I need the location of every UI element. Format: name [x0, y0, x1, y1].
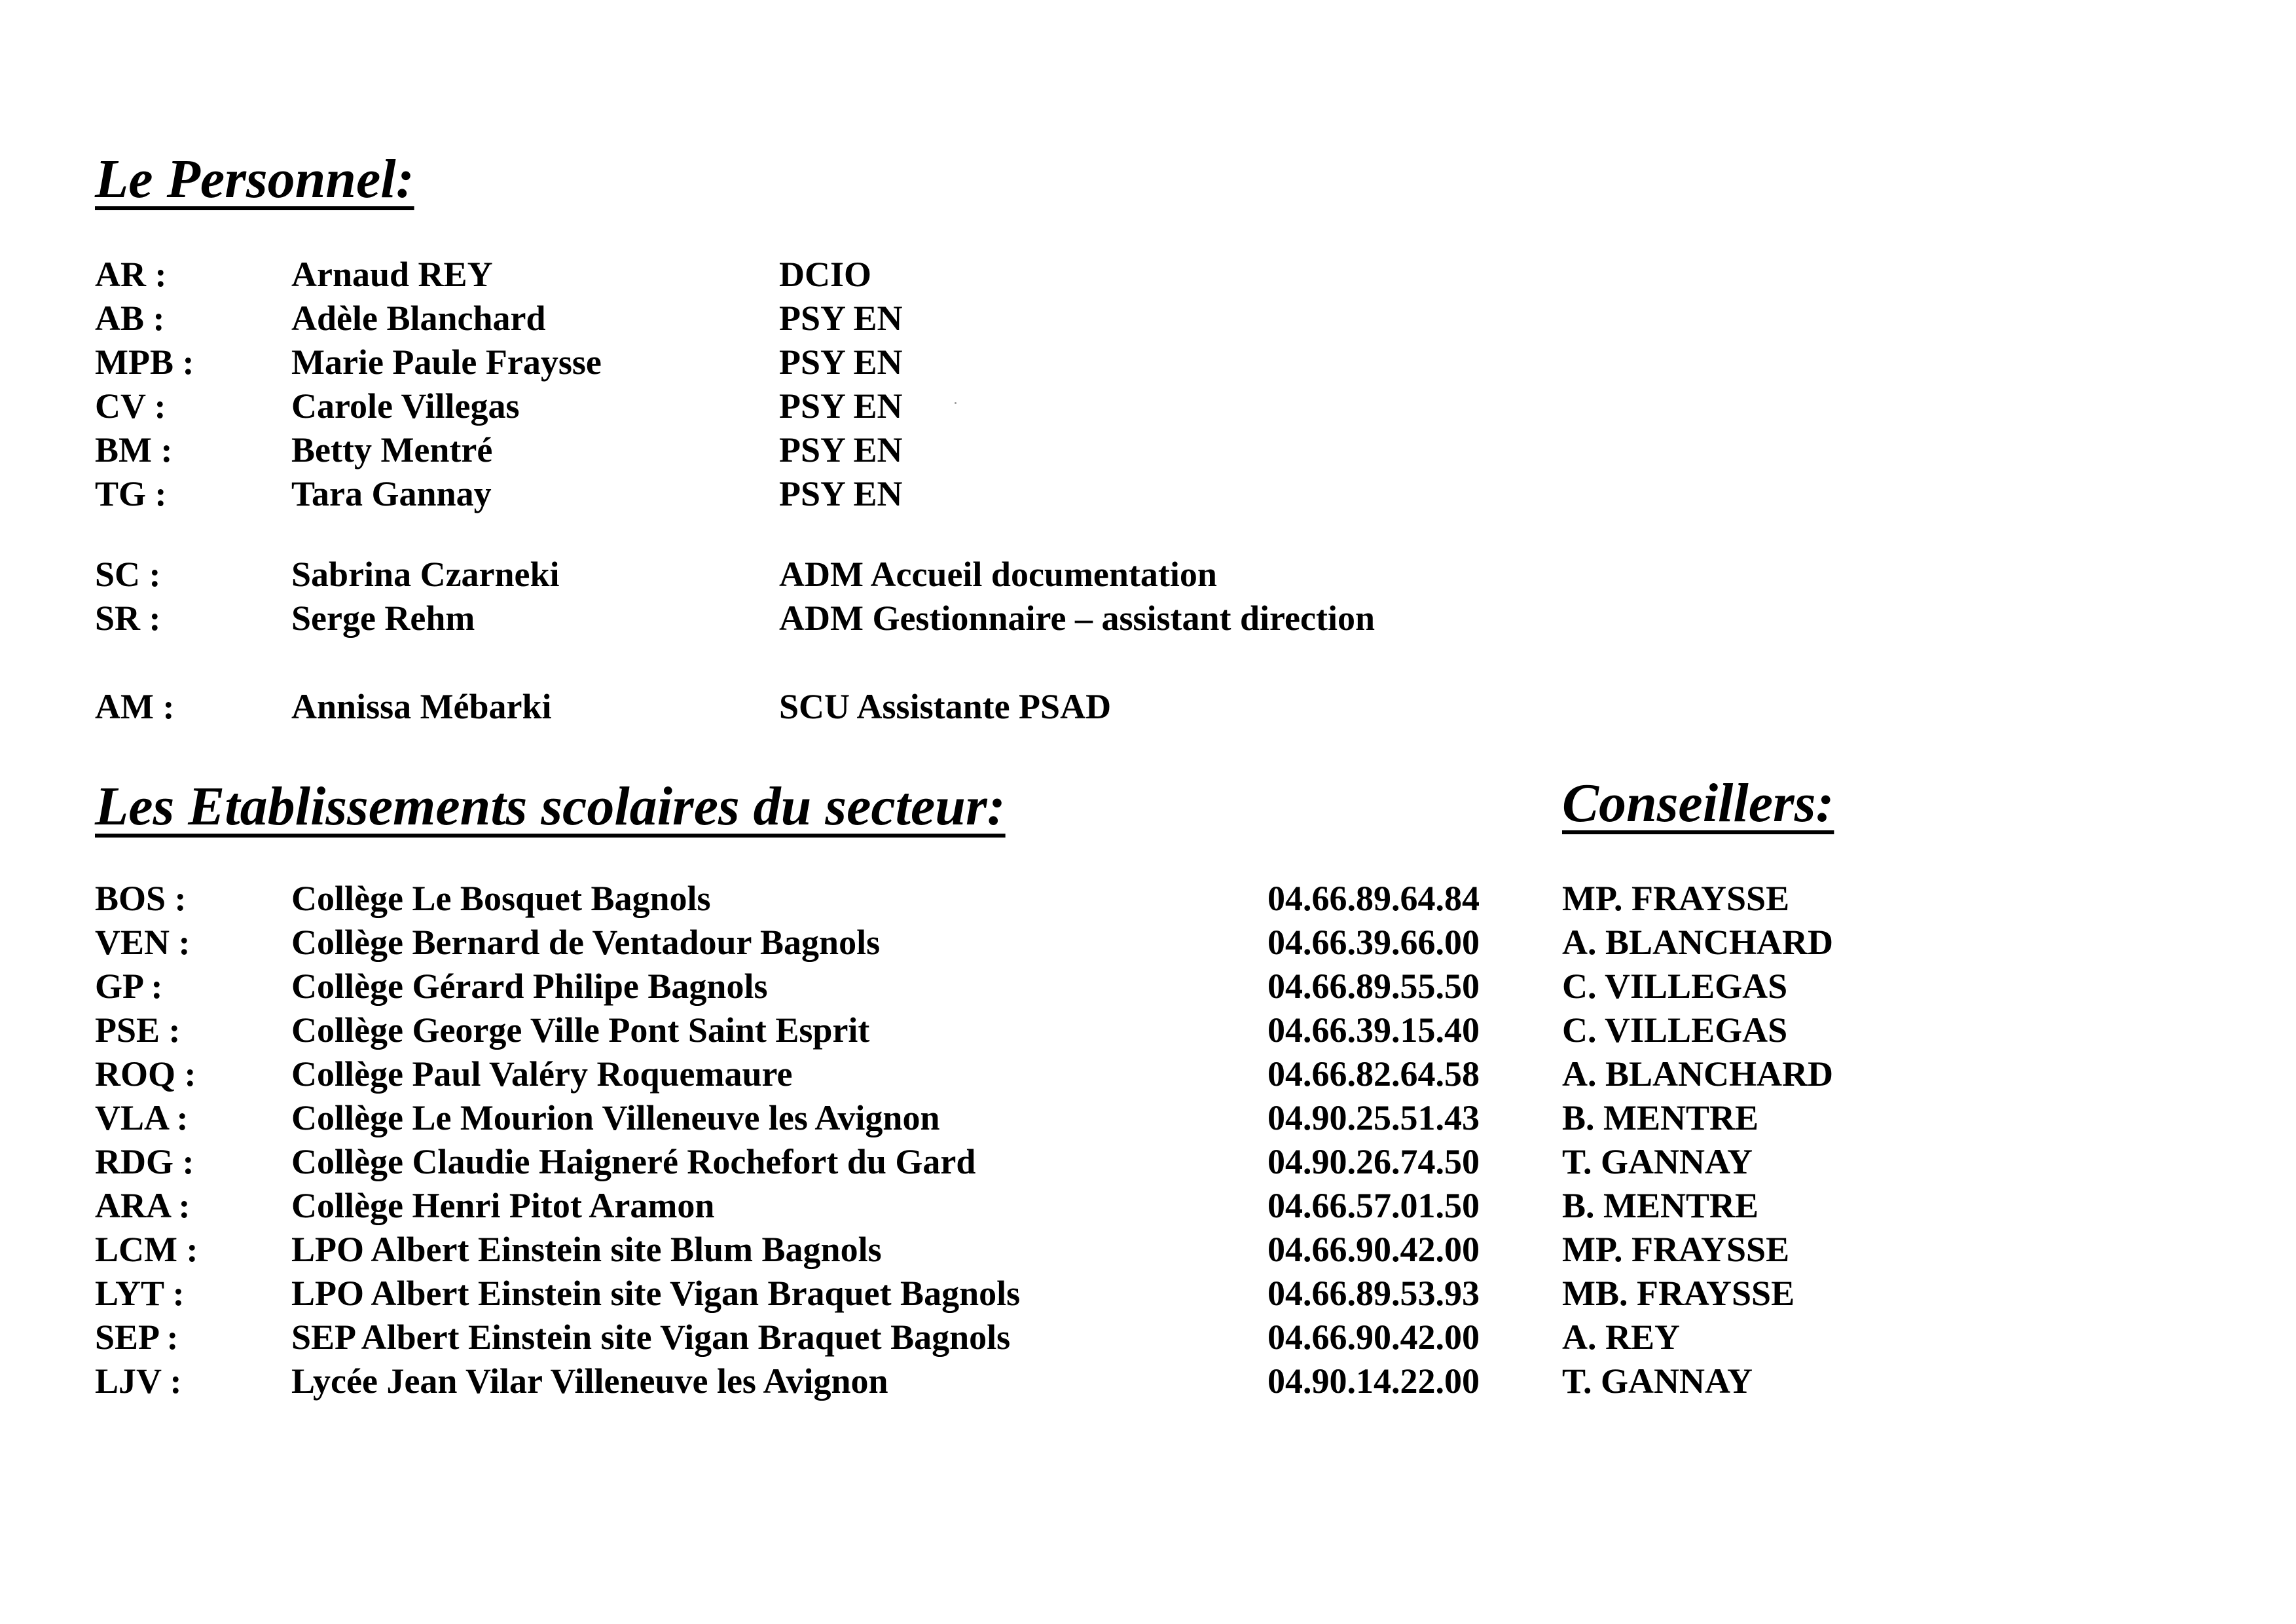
staff-row: [0, 340, 2296, 384]
school-code: LCM :: [95, 1230, 198, 1269]
staff-row: [0, 428, 2296, 472]
school-phone: 04.66.89.53.93: [1267, 1274, 1480, 1313]
school-advisor: C. VILLEGAS: [1562, 1010, 1788, 1050]
staff-code: AM :: [95, 687, 175, 726]
staff-role: PSY EN: [779, 342, 903, 382]
staff-code: SR :: [95, 599, 161, 638]
school-phone: 04.90.14.22.00: [1267, 1361, 1480, 1401]
staff-name: Betty Mentré: [291, 430, 493, 470]
school-advisor: MP. FRAYSSE: [1562, 879, 1790, 918]
staff-role: PSY EN: [779, 430, 903, 470]
school-phone: 04.66.89.55.50: [1267, 967, 1480, 1006]
staff-role: PSY EN: [779, 386, 903, 426]
school-phone: 04.90.25.51.43: [1267, 1098, 1480, 1137]
school-phone: 04.66.39.66.00: [1267, 923, 1480, 962]
school-row: [0, 920, 2296, 965]
school-advisor: T. GANNAY: [1562, 1361, 1753, 1401]
school-code: LYT :: [95, 1274, 185, 1313]
school-code: VLA :: [95, 1098, 189, 1137]
advisors-heading: Conseillers:: [1562, 773, 1834, 834]
school-code: PSE :: [95, 1010, 181, 1050]
school-name: Collège Paul Valéry Roquemaure: [291, 1054, 793, 1094]
school-phone: 04.66.82.64.58: [1267, 1054, 1480, 1094]
staff-role: DCIO: [779, 255, 872, 294]
staff-name: Annissa Mébarki: [291, 687, 552, 726]
school-row: [0, 1052, 2296, 1096]
staff-name: Carole Villegas: [291, 386, 520, 426]
staff-row: [0, 596, 2296, 640]
school-name: Collège George Ville Pont Saint Esprit: [291, 1010, 870, 1050]
school-name: Collège Bernard de Ventadour Bagnols: [291, 923, 881, 962]
staff-code: BM :: [95, 430, 173, 470]
school-name: LPO Albert Einstein site Blum Bagnols: [291, 1230, 882, 1269]
school-code: VEN :: [95, 923, 191, 962]
staff-code: MPB :: [95, 342, 194, 382]
staff-role: ADM Accueil documentation: [779, 555, 1217, 594]
school-row: [0, 1315, 2296, 1359]
school-name: Collège Gérard Philipe Bagnols: [291, 967, 768, 1006]
school-code: RDG :: [95, 1142, 194, 1181]
school-name: Collège Le Mourion Villeneuve les Avignon: [291, 1098, 940, 1137]
staff-row: [0, 471, 2296, 516]
staff-code: AR :: [95, 255, 167, 294]
schools-heading: Les Etablissements scolaires du secteur:: [95, 776, 1006, 837]
school-advisor: MP. FRAYSSE: [1562, 1230, 1790, 1269]
staff-name: Arnaud REY: [291, 255, 493, 294]
school-name: Collège Claudie Haigneré Rochefort du Gard: [291, 1142, 976, 1181]
school-name: Collège Le Bosquet Bagnols: [291, 879, 711, 918]
school-code: SEP :: [95, 1318, 179, 1357]
staff-code: TG :: [95, 474, 167, 513]
school-phone: 04.66.90.42.00: [1267, 1230, 1480, 1269]
staff-role: PSY EN: [779, 299, 903, 338]
scan-speck: [955, 402, 957, 404]
staff-code: AB :: [95, 299, 165, 338]
school-code: ROQ :: [95, 1054, 196, 1094]
school-name: LPO Albert Einstein site Vigan Braquet Bagnols: [291, 1274, 1021, 1313]
school-advisor: C. VILLEGAS: [1562, 967, 1788, 1006]
staff-name: Marie Paule Fraysse: [291, 342, 602, 382]
school-name: Lycée Jean Vilar Villeneuve les Avignon: [291, 1361, 888, 1401]
school-row: [0, 1139, 2296, 1184]
school-row: [0, 964, 2296, 1008]
school-code: BOS :: [95, 879, 187, 918]
school-row: [0, 1271, 2296, 1316]
staff-name: Serge Rehm: [291, 599, 475, 638]
school-name: SEP Albert Einstein site Vigan Braquet Bagnols: [291, 1318, 1011, 1357]
school-phone: 04.66.89.64.84: [1267, 879, 1480, 918]
staff-role: ADM Gestionnaire – assistant direction: [779, 599, 1375, 638]
school-phone: 04.66.90.42.00: [1267, 1318, 1480, 1357]
staff-row: [0, 296, 2296, 341]
school-code: ARA :: [95, 1186, 191, 1225]
staff-role: SCU Assistante PSAD: [779, 687, 1112, 726]
staff-row: [0, 252, 2296, 297]
school-advisor: A. REY: [1562, 1318, 1681, 1357]
school-phone: 04.90.26.74.50: [1267, 1142, 1480, 1181]
school-advisor: B. MENTRE: [1562, 1186, 1759, 1225]
school-row: [0, 876, 2296, 921]
staff-heading: Le Personnel:: [95, 149, 414, 210]
school-row: [0, 1359, 2296, 1403]
school-advisor: A. BLANCHARD: [1562, 1054, 1834, 1094]
school-phone: 04.66.57.01.50: [1267, 1186, 1480, 1225]
staff-name: Sabrina Czarneki: [291, 555, 560, 594]
staff-name: Adèle Blanchard: [291, 299, 546, 338]
school-name: Collège Henri Pitot Aramon: [291, 1186, 715, 1225]
staff-row: [0, 552, 2296, 597]
school-code: GP :: [95, 967, 163, 1006]
school-advisor: T. GANNAY: [1562, 1142, 1753, 1181]
staff-row: [0, 384, 2296, 428]
staff-code: SC :: [95, 555, 161, 594]
staff-name: Tara Gannay: [291, 474, 492, 513]
staff-row: [0, 684, 2296, 729]
school-row: [0, 1183, 2296, 1228]
school-phone: 04.66.39.15.40: [1267, 1010, 1480, 1050]
school-row: [0, 1008, 2296, 1052]
school-row: [0, 1227, 2296, 1272]
school-code: LJV :: [95, 1361, 182, 1401]
staff-code: CV :: [95, 386, 166, 426]
school-advisor: B. MENTRE: [1562, 1098, 1759, 1137]
school-row: [0, 1096, 2296, 1140]
school-advisor: MB. FRAYSSE: [1562, 1274, 1795, 1313]
school-advisor: A. BLANCHARD: [1562, 923, 1834, 962]
staff-role: PSY EN: [779, 474, 903, 513]
